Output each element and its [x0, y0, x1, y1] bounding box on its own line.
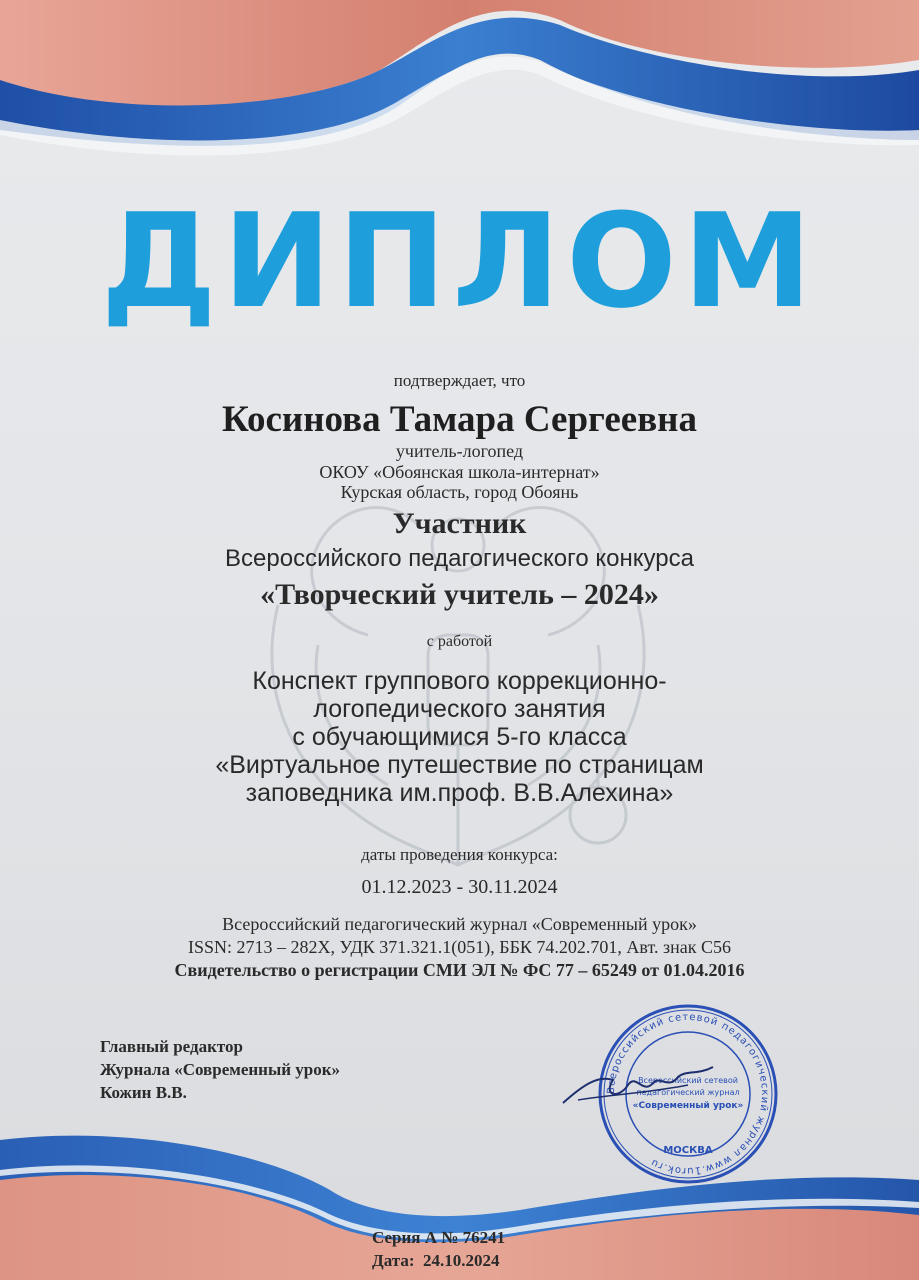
with-work-label: с работой	[426, 633, 493, 650]
editor-line: Журнала «Современный урок»	[100, 1060, 341, 1079]
stamp-inner-line: педагогический журнал	[636, 1088, 740, 1097]
series-number: Серия А № 76241	[372, 1228, 506, 1247]
stamp-outer-text: Всероссийский сетевой педагогический журнал www.1urok.ru	[605, 1011, 771, 1177]
contest-dates: 01.12.2023 - 30.11.2024	[361, 876, 558, 898]
work-title-line: логопедического занятия	[313, 695, 606, 723]
stamp-city: МОСКВА	[663, 1145, 713, 1156]
work-title	[0, 667, 919, 807]
chief-editor-block	[100, 1035, 340, 1104]
participant-status: Участник	[392, 507, 527, 540]
top-wave-decoration	[0, 0, 919, 200]
journal-line: ISSN: 2713 – 282Х, УДК 371.321.1(051), ББК 74.202.701, Авт. знак С56	[188, 937, 731, 957]
work-title-line: Конспект группового коррекционно-	[252, 667, 667, 695]
recipient-name: Косинова Тамара Сергеевна	[221, 399, 698, 440]
journal-line: Свидетельство о регистрации СМИ ЭЛ № ФС 77 – 65249 от 01.04.2016	[174, 960, 745, 980]
recipient-organization: ОКОУ «Обоянская школа-интернат»	[319, 462, 600, 482]
recipient-position: учитель-логопед	[395, 441, 524, 461]
editor-line: Главный редактор	[100, 1037, 243, 1056]
diploma-title: ДИПЛОМ	[100, 185, 819, 337]
work-title-line: с обучающимися 5-го класса	[292, 723, 627, 751]
stamp-inner-line: «Современный урок»	[632, 1101, 744, 1111]
recipient-region: Курская область, город Обоянь	[340, 482, 579, 502]
confirms-text: подтверждает, что	[393, 371, 526, 390]
journal-info	[0, 913, 919, 982]
issue-date	[372, 1249, 505, 1272]
journal-line: Всероссийский педагогический журнал «Современный урок»	[222, 914, 697, 934]
dates-label: даты проведения конкурса:	[361, 845, 558, 864]
contest-name: «Творческий учитель – 2024»	[260, 578, 659, 611]
work-title-line: заповедника им.проф. В.В.Алехина»	[245, 779, 674, 807]
issue-date-value: 24.10.2024	[422, 1251, 500, 1270]
contest-description: Всероссийского педагогического конкурса	[225, 545, 694, 572]
issue-date-label: Дата:	[372, 1251, 415, 1270]
editor-line: Кожин В.В.	[100, 1083, 187, 1102]
editor-signature	[558, 1055, 718, 1115]
stamp-inner-line: Всероссийский сетевой	[638, 1076, 738, 1085]
work-title-line: «Виртуальное путешествие по страницам	[215, 751, 704, 779]
diploma-series-block	[372, 1226, 505, 1272]
